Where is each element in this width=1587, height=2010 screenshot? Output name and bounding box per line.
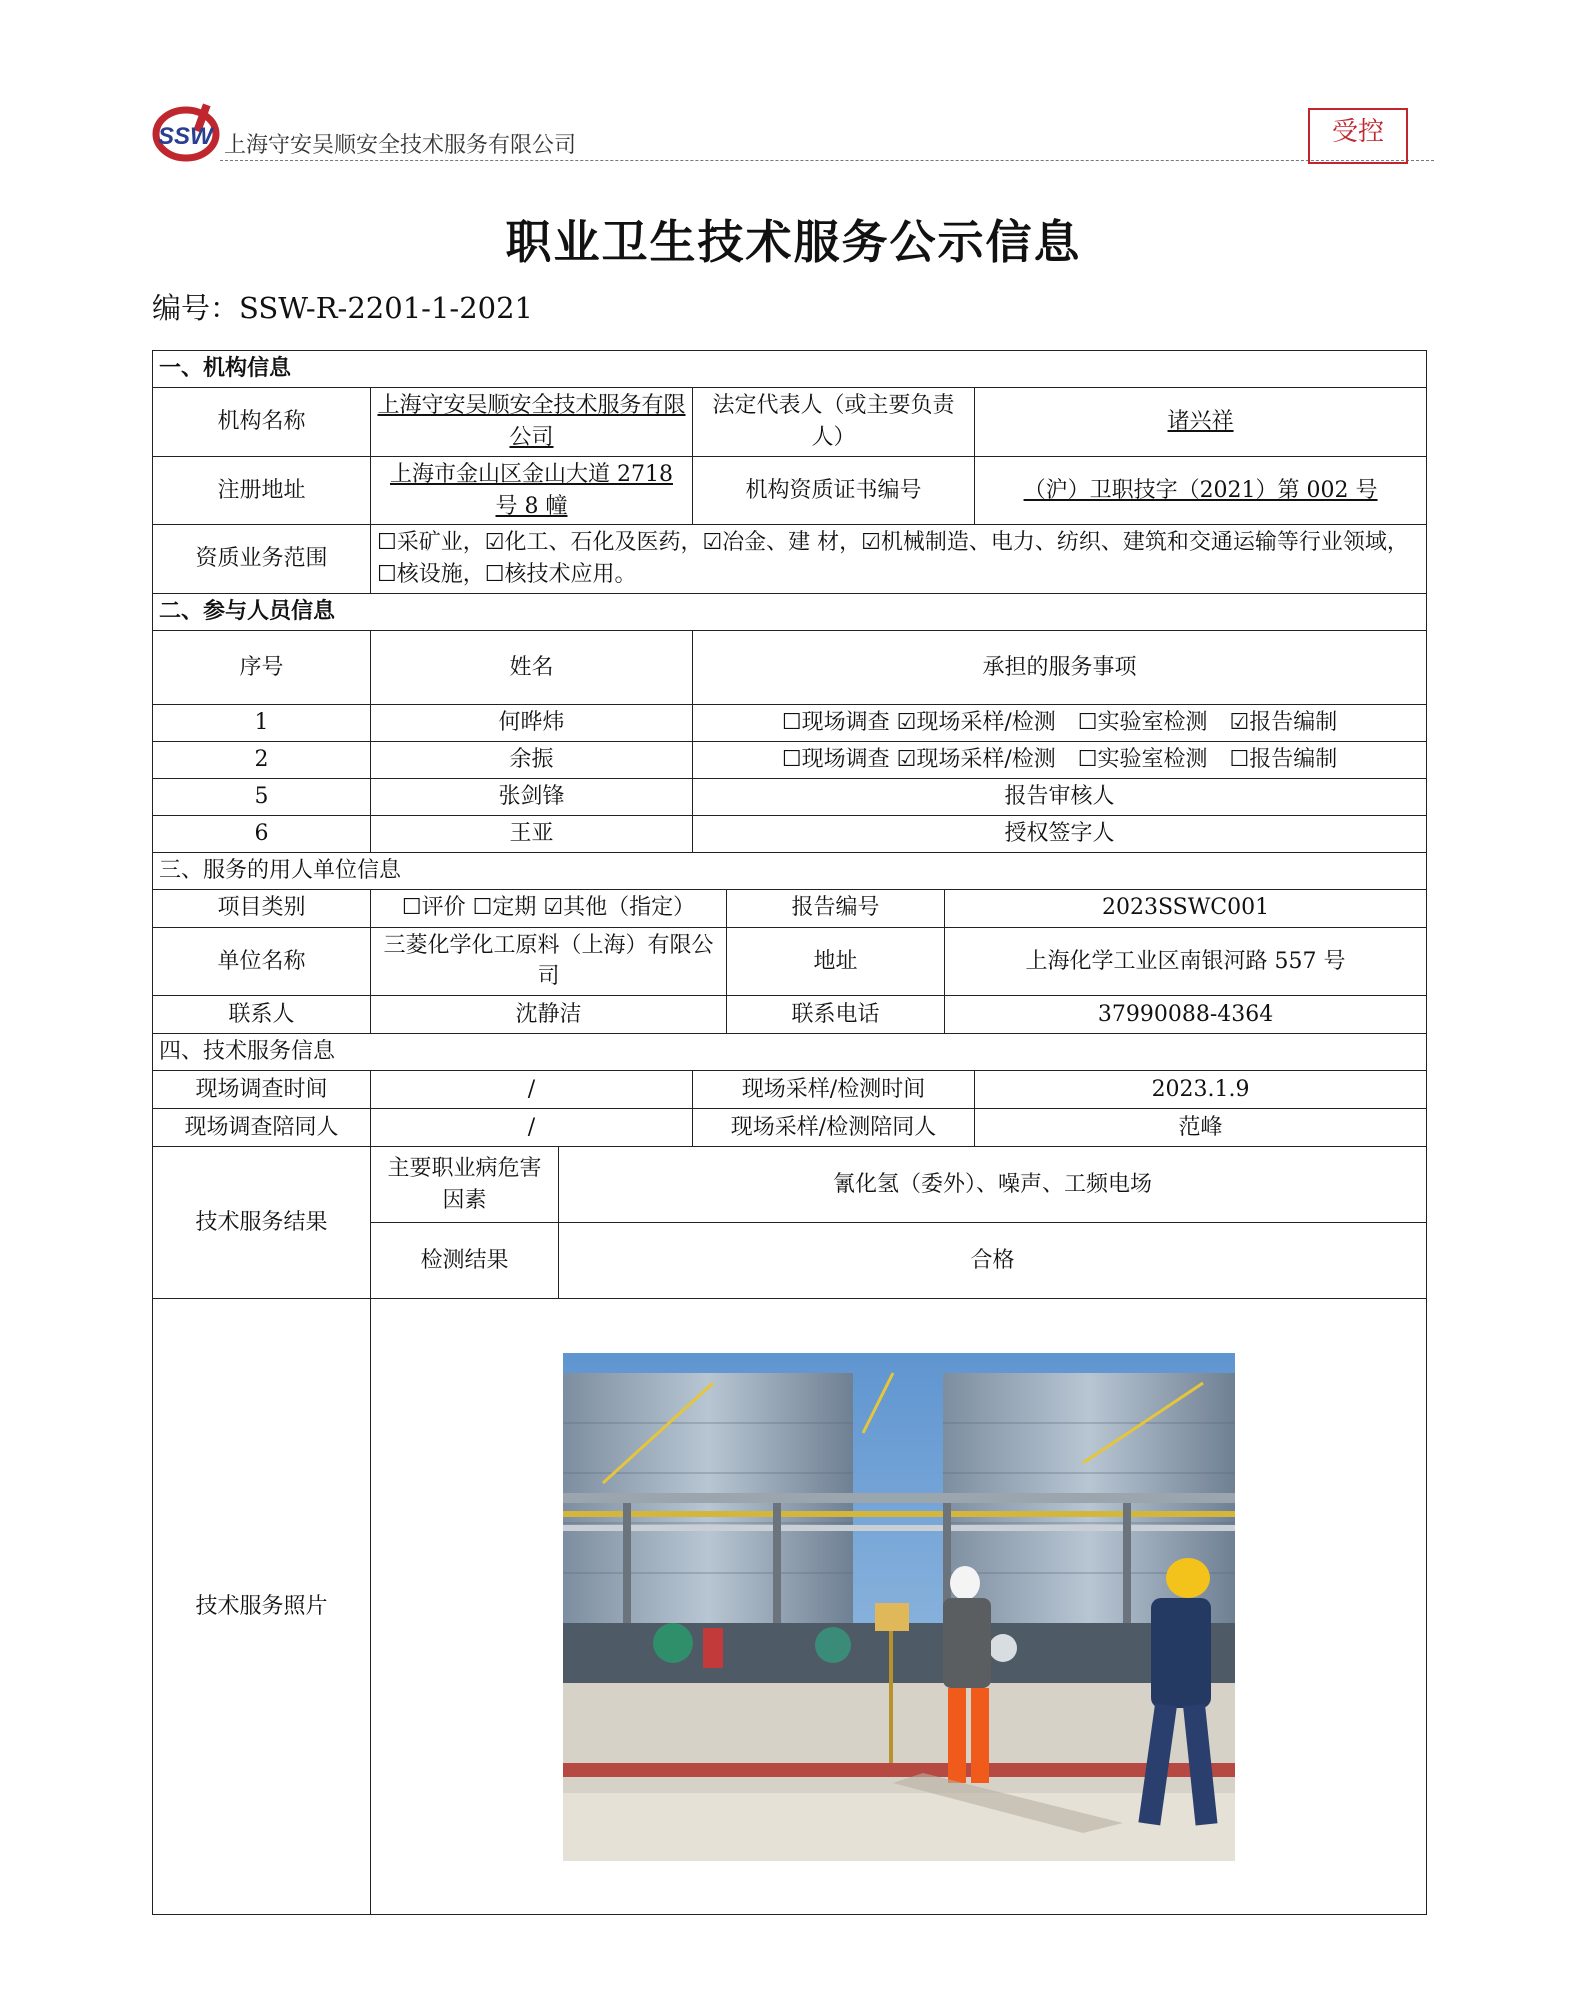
- sample-escort-value: 范峰: [975, 1109, 1427, 1147]
- survey-time-label: 现场调查时间: [153, 1071, 371, 1109]
- cert-value: （沪）卫职技字（2021）第 002 号: [975, 456, 1427, 525]
- section-employer-heading: 三、服务的用人单位信息: [153, 852, 1427, 889]
- org-name-label: 机构名称: [153, 387, 371, 456]
- staff-items: 报告审核人: [693, 778, 1427, 815]
- service-photo: [563, 1353, 1235, 1861]
- company-logo: [148, 98, 224, 164]
- company-name: 上海守安吴顺安全技术服务有限公司: [224, 133, 577, 158]
- org-name-value: 上海守安吴顺安全技术服务有限公司: [371, 387, 693, 456]
- page-header: [148, 98, 1434, 164]
- staff-no: 6: [153, 815, 371, 852]
- controlled-stamp: 受控: [1308, 108, 1408, 164]
- photo-cell: [371, 1299, 1427, 1915]
- staff-no: 5: [153, 778, 371, 815]
- staff-items: 授权签字人: [693, 815, 1427, 852]
- survey-escort-value: /: [371, 1109, 693, 1147]
- staff-name: 余振: [371, 742, 693, 779]
- section-service-heading: 四、技术服务信息: [153, 1034, 1427, 1071]
- survey-escort-label: 现场调查陪同人: [153, 1109, 371, 1147]
- detect-value: 合格: [559, 1223, 1427, 1299]
- phone-value: 37990088-4364: [945, 996, 1427, 1034]
- address-label: 注册地址: [153, 456, 371, 525]
- staff-no: 1: [153, 705, 371, 742]
- unit-addr-value: 上海化学工业区南银河路 557 号: [945, 927, 1427, 996]
- contact-value: 沈静洁: [371, 996, 727, 1034]
- document-code: 编号：SSW-R-2201-1-2021: [152, 291, 534, 325]
- header-divider: [220, 160, 1434, 161]
- legal-rep-value: 诸兴祥: [975, 387, 1427, 456]
- report-no-label: 报告编号: [727, 889, 945, 927]
- section-staff-heading: 二、参与人员信息: [153, 594, 1427, 631]
- staff-name: 王亚: [371, 815, 693, 852]
- hazard-label: 主要职业病危害因素: [371, 1147, 559, 1223]
- staff-items: ☐现场调查 ☑现场采样/检测 ☐实验室检测 ☐报告编制: [693, 742, 1427, 779]
- unit-addr-label: 地址: [727, 927, 945, 996]
- staff-items: ☐现场调查 ☑现场采样/检测 ☐实验室检测 ☑报告编制: [693, 705, 1427, 742]
- info-table: [152, 350, 1427, 1915]
- category-label: 项目类别: [153, 889, 371, 927]
- table-row: [153, 705, 1427, 742]
- page-title: 职业卫生技术服务公示信息: [505, 215, 1082, 269]
- logo-text: SSW: [158, 123, 213, 150]
- cert-label: 机构资质证书编号: [693, 456, 975, 525]
- col-items-header: 承担的服务事项: [693, 631, 1427, 705]
- col-no-header: 序号: [153, 631, 371, 705]
- section-org-heading: 一、机构信息: [153, 351, 1427, 388]
- survey-time-value: /: [371, 1071, 693, 1109]
- sample-time-label: 现场采样/检测时间: [693, 1071, 975, 1109]
- staff-name: 张剑锋: [371, 778, 693, 815]
- detect-label: 检测结果: [371, 1223, 559, 1299]
- result-label: 技术服务结果: [153, 1147, 371, 1299]
- staff-no: 2: [153, 742, 371, 779]
- legal-rep-label: 法定代表人（或主要负责人）: [693, 387, 975, 456]
- scope-label: 资质业务范围: [153, 525, 371, 594]
- scope-value: ☐采矿业，☑化工、石化及医药，☑冶金、建 材，☑机械制造、电力、纺织、建筑和交通运输等行业领域，☐核设施，☐核技术应用。: [371, 525, 1427, 594]
- sample-time-value: 2023.1.9: [975, 1071, 1427, 1109]
- phone-label: 联系电话: [727, 996, 945, 1034]
- table-row: [153, 778, 1427, 815]
- unit-name-label: 单位名称: [153, 927, 371, 996]
- photo-label: 技术服务照片: [153, 1299, 371, 1915]
- report-no-value: 2023SSWC001: [945, 889, 1427, 927]
- unit-name-value: 三菱化学化工原料（上海）有限公司: [371, 927, 727, 996]
- contact-label: 联系人: [153, 996, 371, 1034]
- col-name-header: 姓名: [371, 631, 693, 705]
- table-row: [153, 742, 1427, 779]
- address-value: 上海市金山区金山大道 2718 号 8 幢: [371, 456, 693, 525]
- table-row: [153, 815, 1427, 852]
- staff-name: 何晔炜: [371, 705, 693, 742]
- hazard-value: 氰化氢（委外）、噪声、工频电场: [559, 1147, 1427, 1223]
- category-value: ☐评价 ☐定期 ☑其他（指定）: [371, 889, 727, 927]
- sample-escort-label: 现场采样/检测陪同人: [693, 1109, 975, 1147]
